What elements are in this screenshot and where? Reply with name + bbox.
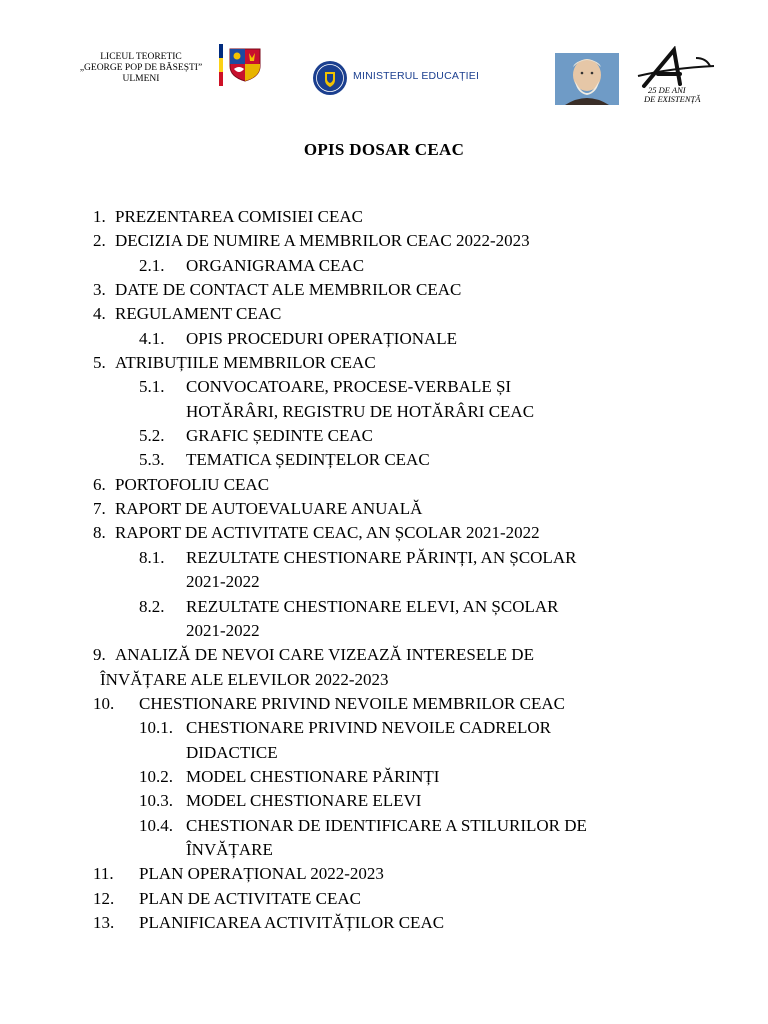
toc-entry-text: RAPORT DE ACTIVITATE CEAC, AN ȘCOLAR 2021-2022 (115, 523, 540, 543)
toc-entry-text: RAPORT DE AUTOEVALUARE ANUALĂ (115, 499, 423, 519)
toc-entry-text: ÎNVĂȚARE (186, 839, 273, 859)
toc-entry-text: PLANIFICAREA ACTIVITĂȚILOR CEAC (139, 912, 445, 932)
school-name-line: ULMENI (122, 74, 160, 84)
toc-entry-number: 7. (93, 499, 106, 519)
toc-entry-number: 5.2. (139, 426, 165, 446)
toc-entry-text: CHESTIONARE PRIVIND NEVOILE MEMBRILOR CEAC (139, 693, 565, 713)
toc-entry (0, 424, 768, 448)
toc-entry (0, 862, 768, 886)
toc-entry (0, 375, 768, 399)
toc-entry (0, 302, 768, 326)
romanian-flag-icon (219, 44, 223, 86)
toc-entry (0, 595, 768, 619)
toc-entry (0, 765, 768, 789)
toc-entry-text: OPIS PROCEDURI OPERAȚIONALE (186, 328, 458, 348)
toc-entry (0, 887, 768, 911)
toc-entry-text: ATRIBUȚIILE MEMBRILOR CEAC (115, 353, 376, 373)
county-crest-icon (228, 46, 262, 82)
toc-entry (0, 327, 768, 351)
toc-entry-number: 11. (93, 864, 114, 884)
toc-entry-number: 2. (93, 231, 106, 251)
toc-entry-text: HOTĂRÂRI, REGISTRU DE HOTĂRÂRI CEAC (186, 401, 535, 421)
toc-entry-number: 10.4. (139, 815, 173, 835)
toc-entry (0, 229, 768, 253)
toc-entry (0, 741, 768, 765)
toc-entry-number: 10.3. (139, 791, 173, 811)
toc-entry-text: PREZENTAREA COMISIEI CEAC (115, 207, 363, 226)
toc-entry (0, 254, 768, 278)
toc-entry-text: CHESTIONARE PRIVIND NEVOILE CADRELOR (186, 718, 552, 738)
toc-entry (0, 789, 768, 813)
toc-entry (0, 521, 768, 545)
toc-entry-number: 5.1. (139, 377, 165, 397)
toc-entry (0, 400, 768, 424)
toc-entry-number: 10. (93, 693, 115, 713)
table-of-contents (0, 205, 768, 935)
toc-entry (0, 838, 768, 862)
toc-entry-number: 13. (93, 912, 115, 932)
toc-entry-text: CONVOCATOARE, PROCESE-VERBALE ȘI (186, 377, 512, 397)
toc-entry-number: 5.3. (139, 450, 165, 470)
toc-entry-number: 8.1. (139, 547, 165, 567)
toc-entry (0, 497, 768, 521)
toc-entry-text: DIDACTICE (186, 742, 278, 762)
toc-entry (0, 205, 768, 229)
toc-entry (0, 546, 768, 570)
toc-entry-text: REZULTATE CHESTIONARE PĂRINȚI, AN ȘCOLAR (186, 547, 577, 567)
ministry-emblem-icon (312, 60, 348, 96)
toc-entry (0, 473, 768, 497)
toc-entry-text: MODEL CHESTIONARE ELEVI (186, 791, 422, 811)
toc-entry-text: PLAN DE ACTIVITATE CEAC (139, 888, 361, 908)
toc-entry (0, 351, 768, 375)
toc-entry-text: GRAFIC ȘEDINTE CEAC (186, 426, 374, 446)
portrait-image-icon (555, 53, 619, 105)
school-name (66, 52, 216, 85)
toc-entry-text: DATE DE CONTACT ALE MEMBRILOR CEAC (115, 280, 462, 300)
toc-entry-text: 2021-2022 (186, 572, 260, 592)
toc-entry-text: DECIZIA DE NUMIRE A MEMBRILOR CEAC 2022-2023 (115, 231, 530, 251)
toc-entry-text: CHESTIONAR DE IDENTIFICARE A STILURILOR DE (186, 815, 587, 835)
toc-entry (0, 643, 768, 667)
toc-entry (0, 619, 768, 643)
toc-entry-number: 8.2. (139, 596, 165, 616)
toc-entry-text: ÎNVĂȚARE ALE ELEVILOR 2022-2023 (100, 669, 389, 689)
toc-entry-text: MODEL CHESTIONARE PĂRINȚI (186, 766, 440, 786)
ministry-label: MINISTERUL EDUCAȚIEI (353, 70, 480, 82)
school-name-line: „GEORGE POP DE BĂSEȘTI” (79, 63, 203, 73)
toc-entry-text: REZULTATE CHESTIONARE ELEVI, AN ȘCOLAR (186, 596, 559, 616)
toc-entry (0, 278, 768, 302)
toc-entry-text: PORTOFOLIU CEAC (115, 474, 270, 494)
toc-entry-text: 2021-2022 (186, 620, 260, 640)
anniversary-text (644, 85, 701, 104)
toc-entry (0, 692, 768, 716)
toc-entry (0, 911, 768, 935)
toc-entry-number: 3. (93, 280, 106, 300)
toc-entry (0, 668, 768, 692)
toc-entry-number: 9. (93, 645, 106, 665)
toc-entry-number: 6. (93, 474, 106, 494)
toc-entry-text: REGULAMENT CEAC (115, 304, 282, 324)
toc-entry-number: 8. (93, 523, 106, 543)
toc-entry (0, 448, 768, 472)
anniversary-line: 25 DE ANI (648, 85, 686, 95)
toc-entry-number: 10.1. (139, 718, 173, 738)
toc-entry (0, 716, 768, 740)
toc-entry-number: 4. (93, 304, 106, 324)
toc-entry-text: TEMATICA ȘEDINȚELOR CEAC (186, 450, 430, 470)
toc-entry (0, 570, 768, 594)
document-header (0, 0, 768, 120)
school-name-line: LICEUL TEORETIC (100, 52, 182, 62)
toc-entry-text: ANALIZĂ DE NEVOI CARE VIZEAZĂ INTERESELE DE (115, 645, 534, 665)
toc-entry-number: 12. (93, 888, 115, 908)
anniversary-line: DE EXISTENȚĂ (644, 94, 701, 104)
toc-entry-text: PLAN OPERAȚIONAL 2022-2023 (139, 864, 384, 884)
toc-entry-number: 1. (93, 207, 106, 226)
toc-entry-number: 5. (93, 353, 106, 373)
toc-entry-number: 10.2. (139, 766, 173, 786)
toc-entry-text: ORGANIGRAMA CEAC (186, 255, 365, 275)
toc-entry-number: 4.1. (139, 328, 165, 348)
toc-entry-number: 2.1. (139, 255, 165, 275)
toc-entry (0, 814, 768, 838)
document-title: OPIS DOSAR CEAC (303, 140, 465, 159)
